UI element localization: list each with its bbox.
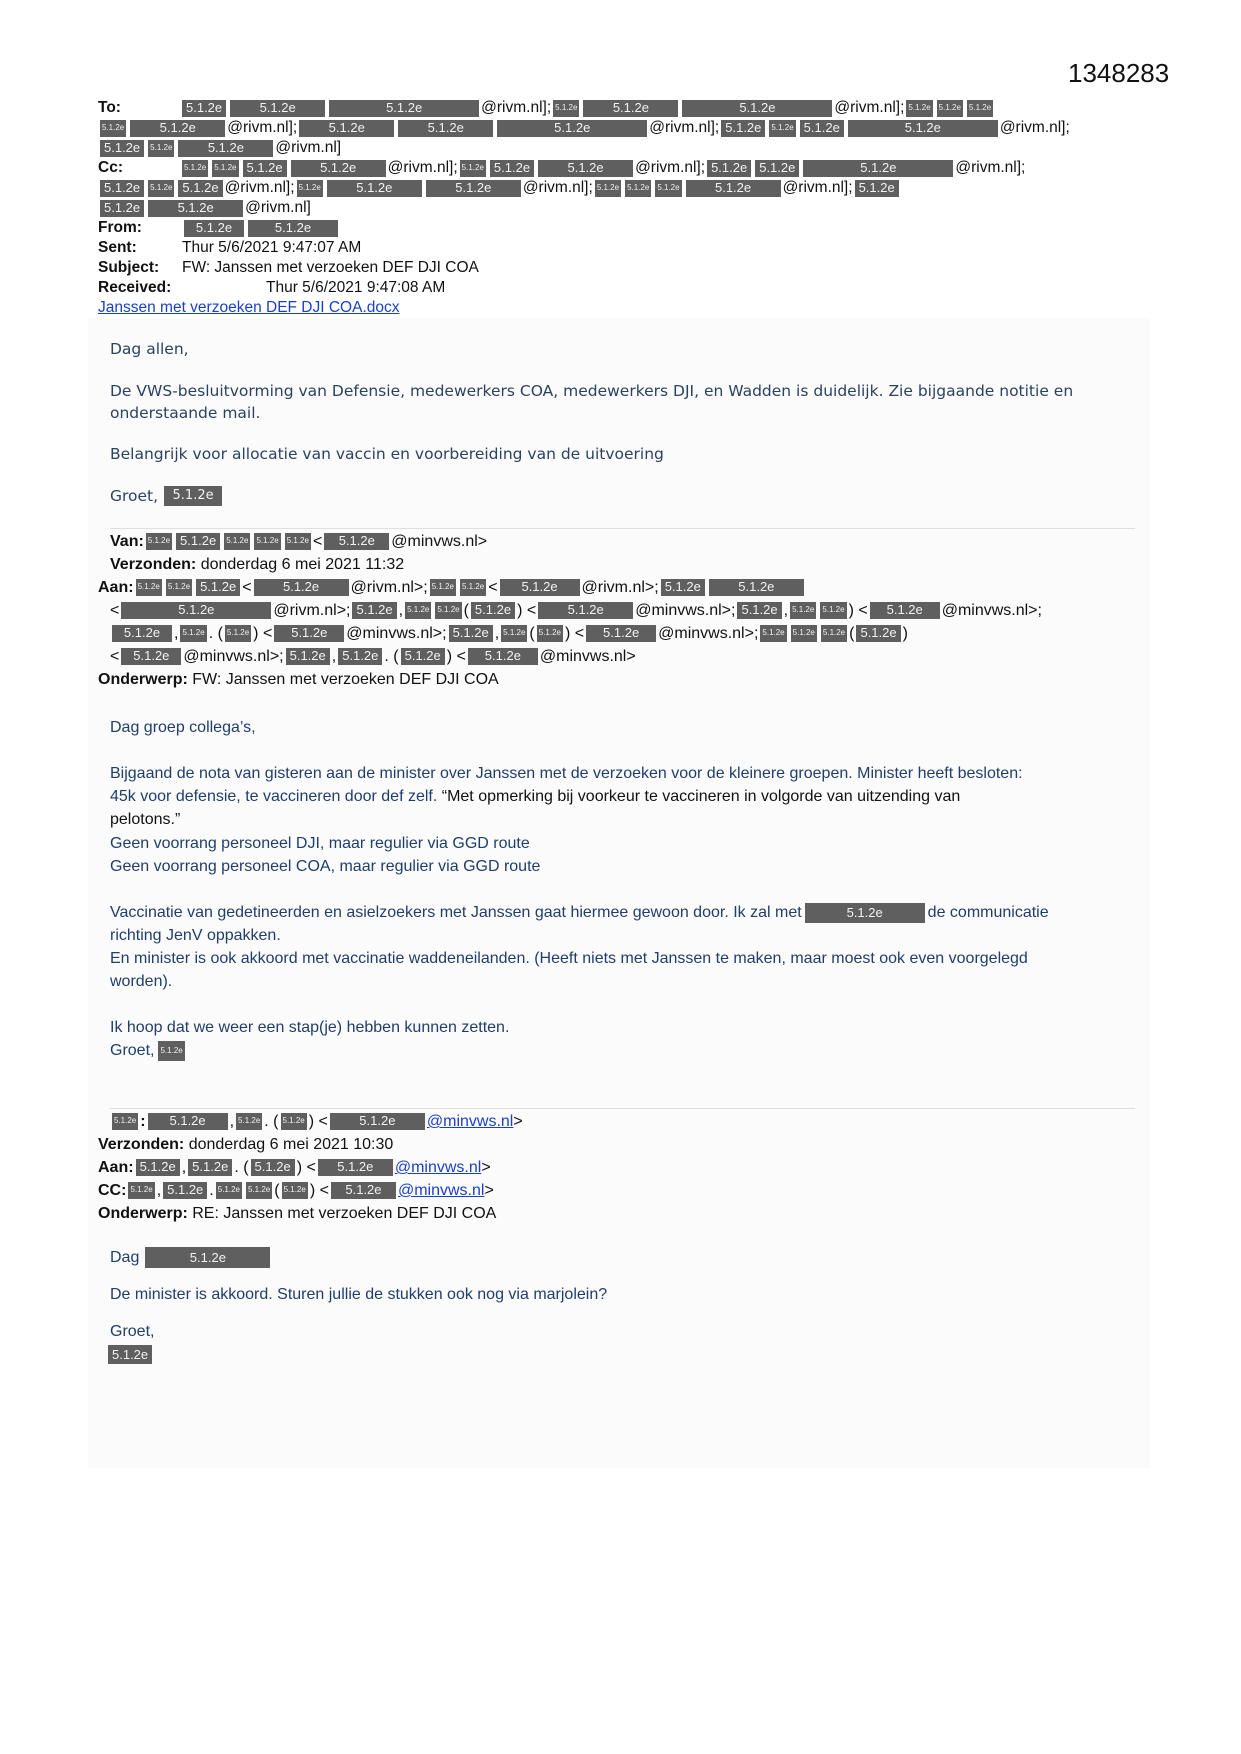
redaction: 5.1.2e <box>553 100 579 117</box>
fw1-aan-line-4: < 5.1.2e @minvws.nl>; 5.1.2e , 5.1.2e . ( 5.1.2e ) < 5.1.2e @minvws.nl> <box>110 645 636 668</box>
redaction: 5.1.2e <box>435 602 461 619</box>
msg2-greeting: Dag groep collega’s, <box>110 719 256 736</box>
redaction: 5.1.2e <box>682 100 832 117</box>
redaction: 5.1.2e <box>299 120 394 137</box>
redaction: 5.1.2e <box>281 1113 307 1130</box>
redaction: 5.1.2e <box>803 160 953 177</box>
van-domain: @minvws.nl> <box>391 533 488 550</box>
cc-label: Cc: <box>98 159 123 176</box>
msg3-greeting <box>110 1246 272 1269</box>
redaction: 5.1.2e <box>655 180 681 197</box>
redaction: 5.1.2e <box>760 625 786 642</box>
redaction: 5.1.2e <box>490 160 534 177</box>
redaction: 5.1.2e <box>145 1247 270 1268</box>
msg1-greeting: Dag allen, <box>110 340 189 358</box>
redaction: 5.1.2e <box>100 200 144 217</box>
msg2-paragraph-2 <box>110 901 1150 993</box>
from-label: From: <box>98 219 142 236</box>
email-domain: @rivm.nl]; <box>955 159 1026 176</box>
redaction: 5.1.2e <box>248 220 338 237</box>
redaction: 5.1.2e <box>460 160 486 177</box>
redaction: 5.1.2e <box>625 180 651 197</box>
email-domain: @rivm.nl]; <box>387 159 458 176</box>
redaction: 5.1.2e <box>855 180 899 197</box>
msg2-paragraph-4: Ik hoop dat we weer een stap(je) hebben kunnen zetten. <box>110 1019 510 1036</box>
redaction: 5.1.2e <box>906 100 932 117</box>
redaction: 5.1.2e <box>230 100 325 117</box>
van-label: Van: <box>110 533 144 550</box>
redaction: 5.1.2e <box>148 1113 228 1130</box>
fw2-verzonden-line <box>98 1133 393 1156</box>
redaction: 5.1.2e <box>184 220 244 237</box>
from-line <box>98 218 1148 238</box>
redaction: 5.1.2e <box>246 1182 272 1199</box>
email-header <box>98 98 1148 318</box>
sent-label: Sent: <box>98 239 137 256</box>
msg2-p3b: worden). <box>110 973 173 990</box>
redaction: 5.1.2e <box>430 579 456 596</box>
fw1-aan-line-3: 5.1.2e , 5.1.2e . ( 5.1.2e ) < 5.1.2e @minvws.nl>; 5.1.2e , 5.1.2e ( 5.1.2e ) < 5.1.2e @minvws.nl>; 5.1.2e 5.1.2e 5.1.2e ( 5.1.2e ) <box>110 622 908 645</box>
verzonden-label: Verzonden: <box>110 556 197 573</box>
msg1-paragraph-2: Belangrijk voor allocatie van vaccin en voorbereiding van de uitvoering <box>110 445 664 463</box>
email-domain: @rivm.nl]; <box>227 119 298 136</box>
redaction: 5.1.2e <box>274 625 344 642</box>
redaction: 5.1.2e <box>224 533 250 550</box>
redaction: 5.1.2e <box>112 625 172 642</box>
redaction: 5.1.2e <box>769 120 795 137</box>
redaction: 5.1.2e <box>737 602 781 619</box>
msg2-line-dji: Geen voorrang personeel DJI, maar regulier via GGD route <box>110 835 530 852</box>
redaction: 5.1.2e <box>338 648 382 665</box>
redaction: 5.1.2e <box>468 648 538 665</box>
redaction: 5.1.2e <box>100 120 126 137</box>
redaction: 5.1.2e <box>791 625 817 642</box>
separator <box>110 1108 1135 1109</box>
redaction: 5.1.2e <box>500 579 580 596</box>
redaction: 5.1.2e <box>254 579 349 596</box>
redaction: 5.1.2e <box>178 140 273 157</box>
redaction: 5.1.2e <box>405 602 431 619</box>
redaction: 5.1.2e <box>254 533 280 550</box>
minvws-domain: @minvws.nl>; <box>658 625 759 642</box>
onderwerp-value: FW: Janssen met verzoeken DEF DJI COA <box>192 671 499 688</box>
to-line-1 <box>98 98 1148 118</box>
fw2-van-line: 5.1.2e : 5.1.2e , 5.1.2e . ( 5.1.2e ) < 5.1.2e @minvws.nl > <box>110 1110 523 1133</box>
rivm-domain: @rivm.nl>; <box>581 579 659 596</box>
redaction: 5.1.2e <box>100 180 144 197</box>
redaction: 5.1.2e <box>148 140 174 157</box>
onderwerp-label: Onderwerp: <box>98 671 188 688</box>
fw1-van-line: Van: 5.1.2e 5.1.2e 5.1.2e 5.1.2e 5.1.2e < 5.1.2e @minvws.nl> <box>110 530 487 553</box>
cc-line-1 <box>98 158 1148 178</box>
redaction: 5.1.2e <box>330 1113 425 1130</box>
redaction: 5.1.2e <box>297 180 323 197</box>
msg2-p1a: Bijgaand de nota van gisteren aan de minister over Janssen met de verzoeken voor de kleinere groepen. Minister heeft besloten: <box>110 765 1023 782</box>
aan-label: Aan: <box>98 579 134 596</box>
redaction: 5.1.2e <box>112 1113 138 1130</box>
fw2-cc-line: CC: 5.1.2e , 5.1.2e . 5.1.2e 5.1.2e ( 5.1.2e ) < 5.1.2e @minvws.nl > <box>98 1179 494 1202</box>
fw1-onderwerp-line <box>98 668 499 691</box>
redaction: 5.1.2e <box>586 625 656 642</box>
redaction: 5.1.2e <box>800 120 844 137</box>
received-line <box>98 278 1148 298</box>
redaction: 5.1.2e <box>501 625 527 642</box>
redaction: 5.1.2e <box>148 200 243 217</box>
aan-label: Aan: <box>98 1159 134 1176</box>
redaction: 5.1.2e <box>121 648 181 665</box>
subject-line <box>98 258 1148 278</box>
redaction: 5.1.2e <box>790 602 816 619</box>
redaction: 5.1.2e <box>856 625 900 642</box>
redaction: 5.1.2e <box>178 180 222 197</box>
sent-value: Thur 5/6/2021 9:47:07 AM <box>182 239 362 256</box>
redaction: 5.1.2e <box>146 533 172 550</box>
redaction: 5.1.2e <box>329 100 479 117</box>
email-domain: @rivm.nl] <box>245 199 311 216</box>
redaction: 5.1.2e <box>286 648 330 665</box>
msg2-quote-end: pelotons.” <box>110 811 181 828</box>
redaction: 5.1.2e <box>471 602 515 619</box>
redaction: 5.1.2e <box>401 648 445 665</box>
cc-label: CC: <box>98 1182 127 1199</box>
redaction: 5.1.2e <box>870 602 940 619</box>
verzonden-label: Verzonden: <box>98 1136 185 1153</box>
redaction: 5.1.2e <box>236 1113 262 1130</box>
minvws-domain: @minvws.nl>; <box>346 625 447 642</box>
redaction: 5.1.2e <box>180 625 206 642</box>
redaction: 5.1.2e <box>136 1159 180 1176</box>
redaction: 5.1.2e <box>460 579 486 596</box>
fw2-aan-line: Aan: 5.1.2e , 5.1.2e . ( 5.1.2e ) < 5.1.2e @minvws.nl > <box>98 1156 491 1179</box>
msg1-paragraph-1: De VWS-besluitvorming van Defensie, medewerkers COA, medewerkers DJI, en Wadden is duidelijk. Zie bijgaande notitie en onderstaande mail. <box>110 382 1074 422</box>
redaction: 5.1.2e <box>721 120 765 137</box>
redaction: 5.1.2e <box>331 1182 396 1199</box>
redaction: 5.1.2e <box>583 100 678 117</box>
msg1-closing-text: Groet, <box>110 487 159 505</box>
cc-line-3 <box>98 198 1148 218</box>
redaction: 5.1.2e <box>128 1182 154 1199</box>
email-domain: @rivm.nl] <box>275 139 342 156</box>
redaction: 5.1.2e <box>176 533 220 550</box>
rivm-domain: @rivm.nl>; <box>273 602 351 619</box>
received-value: Thur 5/6/2021 9:47:08 AM <box>266 279 446 296</box>
redaction: 5.1.2e <box>398 120 493 137</box>
msg2-quote: “Met opmerking bij voorkeur te vaccineren in volgorde van uitzending van <box>441 788 961 805</box>
fw1-aan-line-1: Aan: 5.1.2e 5.1.2e 5.1.2e < 5.1.2e @rivm.nl>; 5.1.2e 5.1.2e < 5.1.2e @rivm.nl>; 5.1.2e 5.1.2e <box>98 576 806 599</box>
redaction: 5.1.2e <box>686 180 781 197</box>
subject-value: FW: Janssen met verzoeken DEF DJI COA <box>182 259 479 276</box>
redaction: 5.1.2e <box>216 1182 242 1199</box>
redaction: 5.1.2e <box>130 120 225 137</box>
redaction: 5.1.2e <box>121 602 271 619</box>
redaction: 5.1.2e <box>967 100 993 117</box>
msg2-p2b: de communicatie <box>927 904 1049 921</box>
redaction: 5.1.2e <box>243 160 287 177</box>
redaction: 5.1.2e <box>164 486 222 506</box>
redaction: 5.1.2e <box>538 602 633 619</box>
email-domain: @rivm.nl]; <box>224 179 295 196</box>
to-label: To: <box>98 99 121 116</box>
msg3-signature <box>108 1343 152 1366</box>
verzonden-value: donderdag 6 mei 2021 11:32 <box>200 556 405 573</box>
redaction: 5.1.2e <box>158 1041 184 1061</box>
fw1-aan-line-2: < 5.1.2e @rivm.nl>; 5.1.2e , 5.1.2e 5.1.2e ( 5.1.2e ) < 5.1.2e @minvws.nl>; 5.1.2e , 5.1.2e 5.1.2e ) < 5.1.2e @minvws.nl>; <box>110 599 1042 622</box>
attachment-line <box>98 298 1148 318</box>
msg2-closing-text: Groet, <box>110 1042 155 1059</box>
email-domain: @rivm.nl]; <box>522 179 593 196</box>
email-domain: @rivm.nl]; <box>834 99 905 116</box>
msg2-p3a: En minister is ook akkoord met vaccinatie waddeneilanden. (Heeft niets met Janssen te maken, maar moest ook even voorgelegd <box>110 950 1028 967</box>
received-label: Received: <box>98 279 172 296</box>
subject-label: Subject: <box>98 259 160 276</box>
msg2-p2a: Vaccinatie van gedetineerden en asielzoekers met Janssen gaat hiermee gewoon door. Ik zal met <box>110 904 802 921</box>
email-domain: @rivm.nl]; <box>999 119 1070 136</box>
minvws-link[interactable]: @minvws.nl <box>394 1159 482 1176</box>
document-number: 1348283 <box>1068 58 1170 88</box>
redaction: 5.1.2e <box>188 1159 232 1176</box>
redaction: 5.1.2e <box>196 579 240 596</box>
redaction: 5.1.2e <box>324 533 389 550</box>
msg2-p2c: richting JenV oppakken. <box>110 927 281 944</box>
email-domain: @rivm.nl]; <box>782 179 853 196</box>
redaction: 5.1.2e <box>108 1345 152 1364</box>
email-domain: @rivm.nl]; <box>481 99 552 116</box>
minvws-domain: @minvws.nl>; <box>635 602 736 619</box>
msg3-greeting-text: Dag <box>110 1249 140 1266</box>
minvws-domain: @minvws.nl>; <box>183 648 284 665</box>
redaction: 5.1.2e <box>251 1159 295 1176</box>
to-line-3 <box>98 138 1148 158</box>
redaction: 5.1.2e <box>821 625 847 642</box>
redaction: 5.1.2e <box>352 602 396 619</box>
redaction: 5.1.2e <box>538 160 633 177</box>
email-domain: @rivm.nl]; <box>635 159 706 176</box>
msg2-closing <box>110 1039 187 1062</box>
redaction: 5.1.2e <box>661 579 705 596</box>
msg3-closing: Groet, <box>110 1323 155 1340</box>
separator <box>110 528 1135 529</box>
msg2-paragraph-1 <box>110 762 1140 831</box>
redaction: 5.1.2e <box>163 1182 207 1199</box>
redaction: 5.1.2e <box>497 120 647 137</box>
redaction: 5.1.2e <box>136 579 162 596</box>
msg1-closing <box>110 485 224 507</box>
msg3-paragraph-1: De minister is akkoord. Sturen jullie de stukken ook nog via marjolein? <box>110 1286 608 1303</box>
redaction: 5.1.2e <box>755 160 799 177</box>
redaction: 5.1.2e <box>848 120 998 137</box>
redaction: 5.1.2e <box>537 625 563 642</box>
redaction: 5.1.2e <box>937 100 963 117</box>
verzonden-value: donderdag 6 mei 2021 10:30 <box>188 1136 394 1153</box>
redaction: 5.1.2e <box>707 160 751 177</box>
minvws-link[interactable]: @minvws.nl <box>397 1182 485 1199</box>
redaction: 5.1.2e <box>327 180 422 197</box>
email-domain: @rivm.nl]; <box>649 119 720 136</box>
msg2-line-coa: Geen voorrang personeel COA, maar regulier via GGD route <box>110 858 541 875</box>
fw2-onderwerp-line <box>98 1202 496 1225</box>
redaction: 5.1.2e <box>212 160 238 177</box>
minvws-link[interactable]: @minvws.nl <box>426 1113 514 1130</box>
redaction: 5.1.2e <box>820 602 846 619</box>
to-line-2 <box>98 118 1148 138</box>
redaction: 5.1.2e <box>709 579 804 596</box>
minvws-domain-end: @minvws.nl> <box>539 648 636 665</box>
redaction: 5.1.2e <box>285 533 311 550</box>
cc-line-2 <box>98 178 1148 198</box>
redaction: 5.1.2e <box>291 160 386 177</box>
redaction: 5.1.2e <box>182 100 226 117</box>
redaction: 5.1.2e <box>282 1182 308 1199</box>
redaction: 5.1.2e <box>318 1159 393 1176</box>
redaction: 5.1.2e <box>182 160 208 177</box>
rivm-domain: @rivm.nl>; <box>350 579 428 596</box>
fw1-verzonden-line <box>110 553 404 576</box>
redaction: 5.1.2e <box>805 903 925 923</box>
onderwerp-label: Onderwerp: <box>98 1205 188 1222</box>
redaction: 5.1.2e <box>166 579 192 596</box>
redaction: 5.1.2e <box>225 625 251 642</box>
onderwerp-value: RE: Janssen met verzoeken DEF DJI COA <box>192 1205 497 1222</box>
redaction: 5.1.2e <box>449 625 493 642</box>
attachment-link[interactable]: Janssen met verzoeken DEF DJI COA.docx <box>98 299 400 316</box>
sent-line <box>98 238 1148 258</box>
redaction: 5.1.2e <box>148 180 174 197</box>
minvws-domain: @minvws.nl>; <box>941 602 1042 619</box>
redaction: 5.1.2e <box>100 140 144 157</box>
redaction: 5.1.2e <box>426 180 521 197</box>
redaction: 5.1.2e <box>595 180 621 197</box>
msg2-p1b: 45k voor defensie, te vaccineren door def zelf. <box>110 788 442 805</box>
